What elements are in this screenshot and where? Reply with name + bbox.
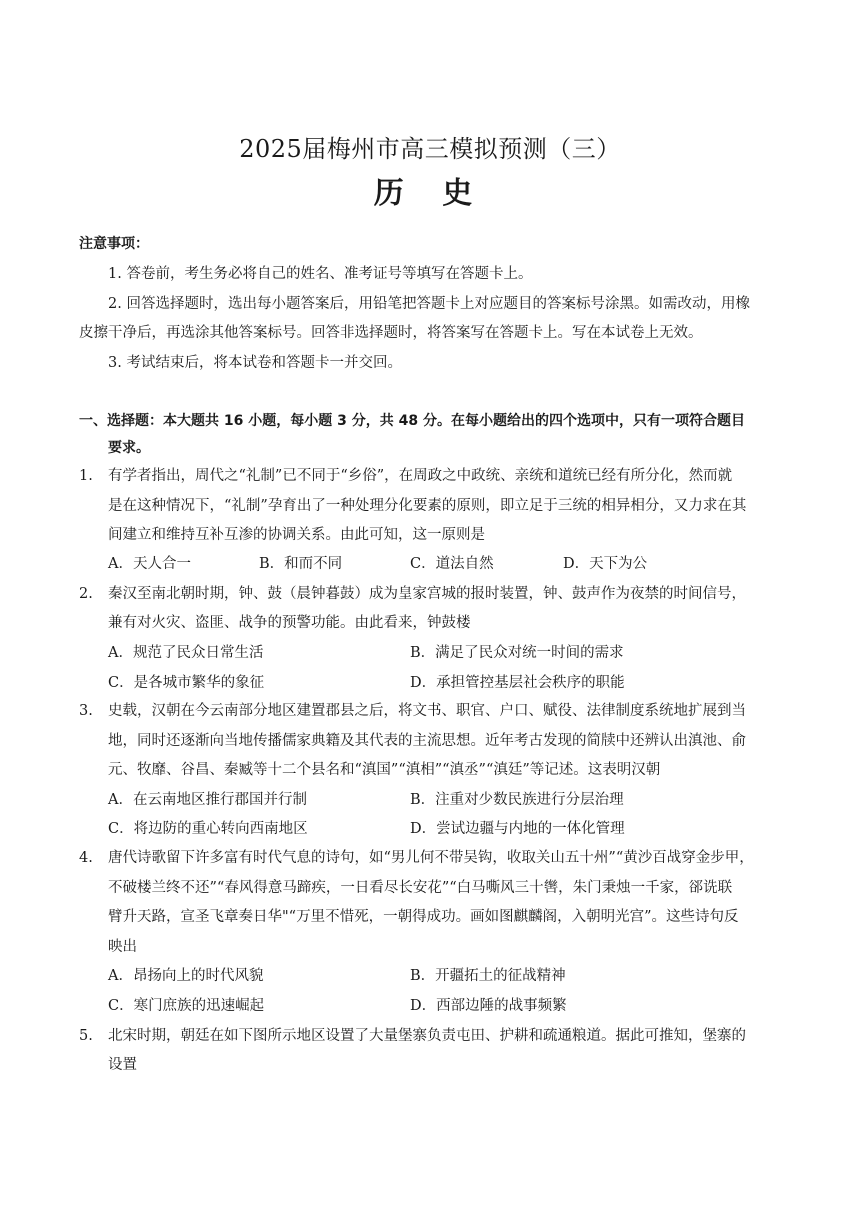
question-number: 1. [79,468,93,484]
question-text: 不破楼兰终不还”“春风得意马蹄疾，一日看尽长安花”“白马嘶风三十辔，朱门秉烛一千家，郤诜联 [108,880,733,896]
notice-item: 2. 回答选择题时，选出每小题答案后，用铅笔把答题卡上对应题目的答案标号涂黑。如需改动，用橡 [108,296,750,312]
option-c: C．道法自然 [410,556,494,572]
question-text: 映出 [108,939,137,955]
option-c: C．将边防的重心转向西南地区 [108,821,308,837]
section-heading-cont: 要求。 [108,440,150,456]
question-text: 北宋时期，朝廷在如下图所示地区设置了大量堡寨负责屯田、护耕和疏通粮道。据此可推知，堡寨的 [108,1028,746,1044]
question-text: 臂升天路，宣圣飞章奏日华"“万里不惜死，一朝得成功。画如图麒麟阁，入朝明光宫”。这些诗句反 [108,909,739,925]
option-b: B．注重对少数民族进行分层治理 [410,792,624,808]
exam-title: 2025届梅州市高三模拟预测（三） [239,135,621,163]
option-a: A．在云南地区推行郡国并行制 [108,792,307,808]
subject-title: 历 史 [373,176,487,211]
section-heading: 一、选择题：本大题共 16 小题，每小题 3 分，共 48 分。在每小题给出的四个选项中，只有一项符合题目 [79,413,745,429]
question-text: 地，同时还逐渐向当地传播儒家典籍及其代表的主流思想。近年考古发现的简牍中还辨认出滇池、俞 [108,733,746,749]
option-d: D．尝试边疆与内地的一体化管理 [410,821,625,837]
option-b: B．和而不同 [259,556,343,572]
option-d: D．天下为公 [563,556,648,572]
question-text: 元、牧靡、谷昌、秦臧等十二个县名和“滇国”“滇相”“滇丞”“滇廷”等记述。这表明汉朝 [108,762,661,778]
question-text: 史载，汉朝在今云南部分地区建置郡县之后，将文书、职官、户口、赋役、法律制度系统地扩展到当 [108,703,746,719]
option-d: D．承担管控基层社会秩序的职能 [410,675,625,691]
question-number: 4. [79,850,93,866]
option-a: A．天人合一 [108,556,191,572]
notice-item: 1. 答卷前，考生务必将自己的姓名、准考证号等填写在答题卡上。 [108,266,533,282]
question-text: 兼有对火灾、盗匪、战争的预警功能。由此看来，钟鼓楼 [108,615,471,631]
option-b: B．开疆拓土的征战精神 [410,968,566,984]
option-d: D．西部边陲的战事频繁 [410,998,567,1014]
option-c: C．寒门庶族的迅速崛起 [108,998,265,1014]
question-text: 有学者指出，周代之“礼制”已不同于“乡俗”，在周政之中政统、亲统和道统已经有所分化，然而就 [108,468,733,484]
question-text: 是在这种情况下，“礼制”孕育出了一种处理分化要素的原则，即立足于三统的相异相分，又力求在其 [108,498,747,514]
notice-item: 皮擦干净后，再选涂其他答案标号。回答非选择题时，将答案写在答题卡上。写在本试卷上无效。 [79,325,703,341]
question-number: 5. [79,1028,93,1044]
notice-heading: 注意事项： [79,236,149,252]
question-number: 2. [79,586,93,602]
question-number: 3. [79,703,93,719]
option-a: A．昂扬向上的时代风貌 [108,968,264,984]
option-c: C．是各城市繁华的象征 [108,675,265,691]
question-text: 秦汉至南北朝时期，钟、鼓（晨钟暮鼓）成为皇家宫城的报时装置，钟、鼓声作为夜禁的时间信号， [108,586,746,602]
option-a: A．规范了民众日常生活 [108,645,264,661]
notice-item: 3. 考试结束后，将本试卷和答题卡一并交回。 [108,355,402,371]
option-b: B．满足了民众对统一时间的需求 [410,645,624,661]
question-text: 唐代诗歌留下许多富有时代气息的诗句，如“男儿何不带吴钩，收取关山五十州”“黄沙百战穿金步甲， [108,850,754,866]
question-text: 设置 [108,1057,137,1073]
question-text: 间建立和维持互补互渗的协调关系。由此可知，这一原则是 [108,527,485,543]
